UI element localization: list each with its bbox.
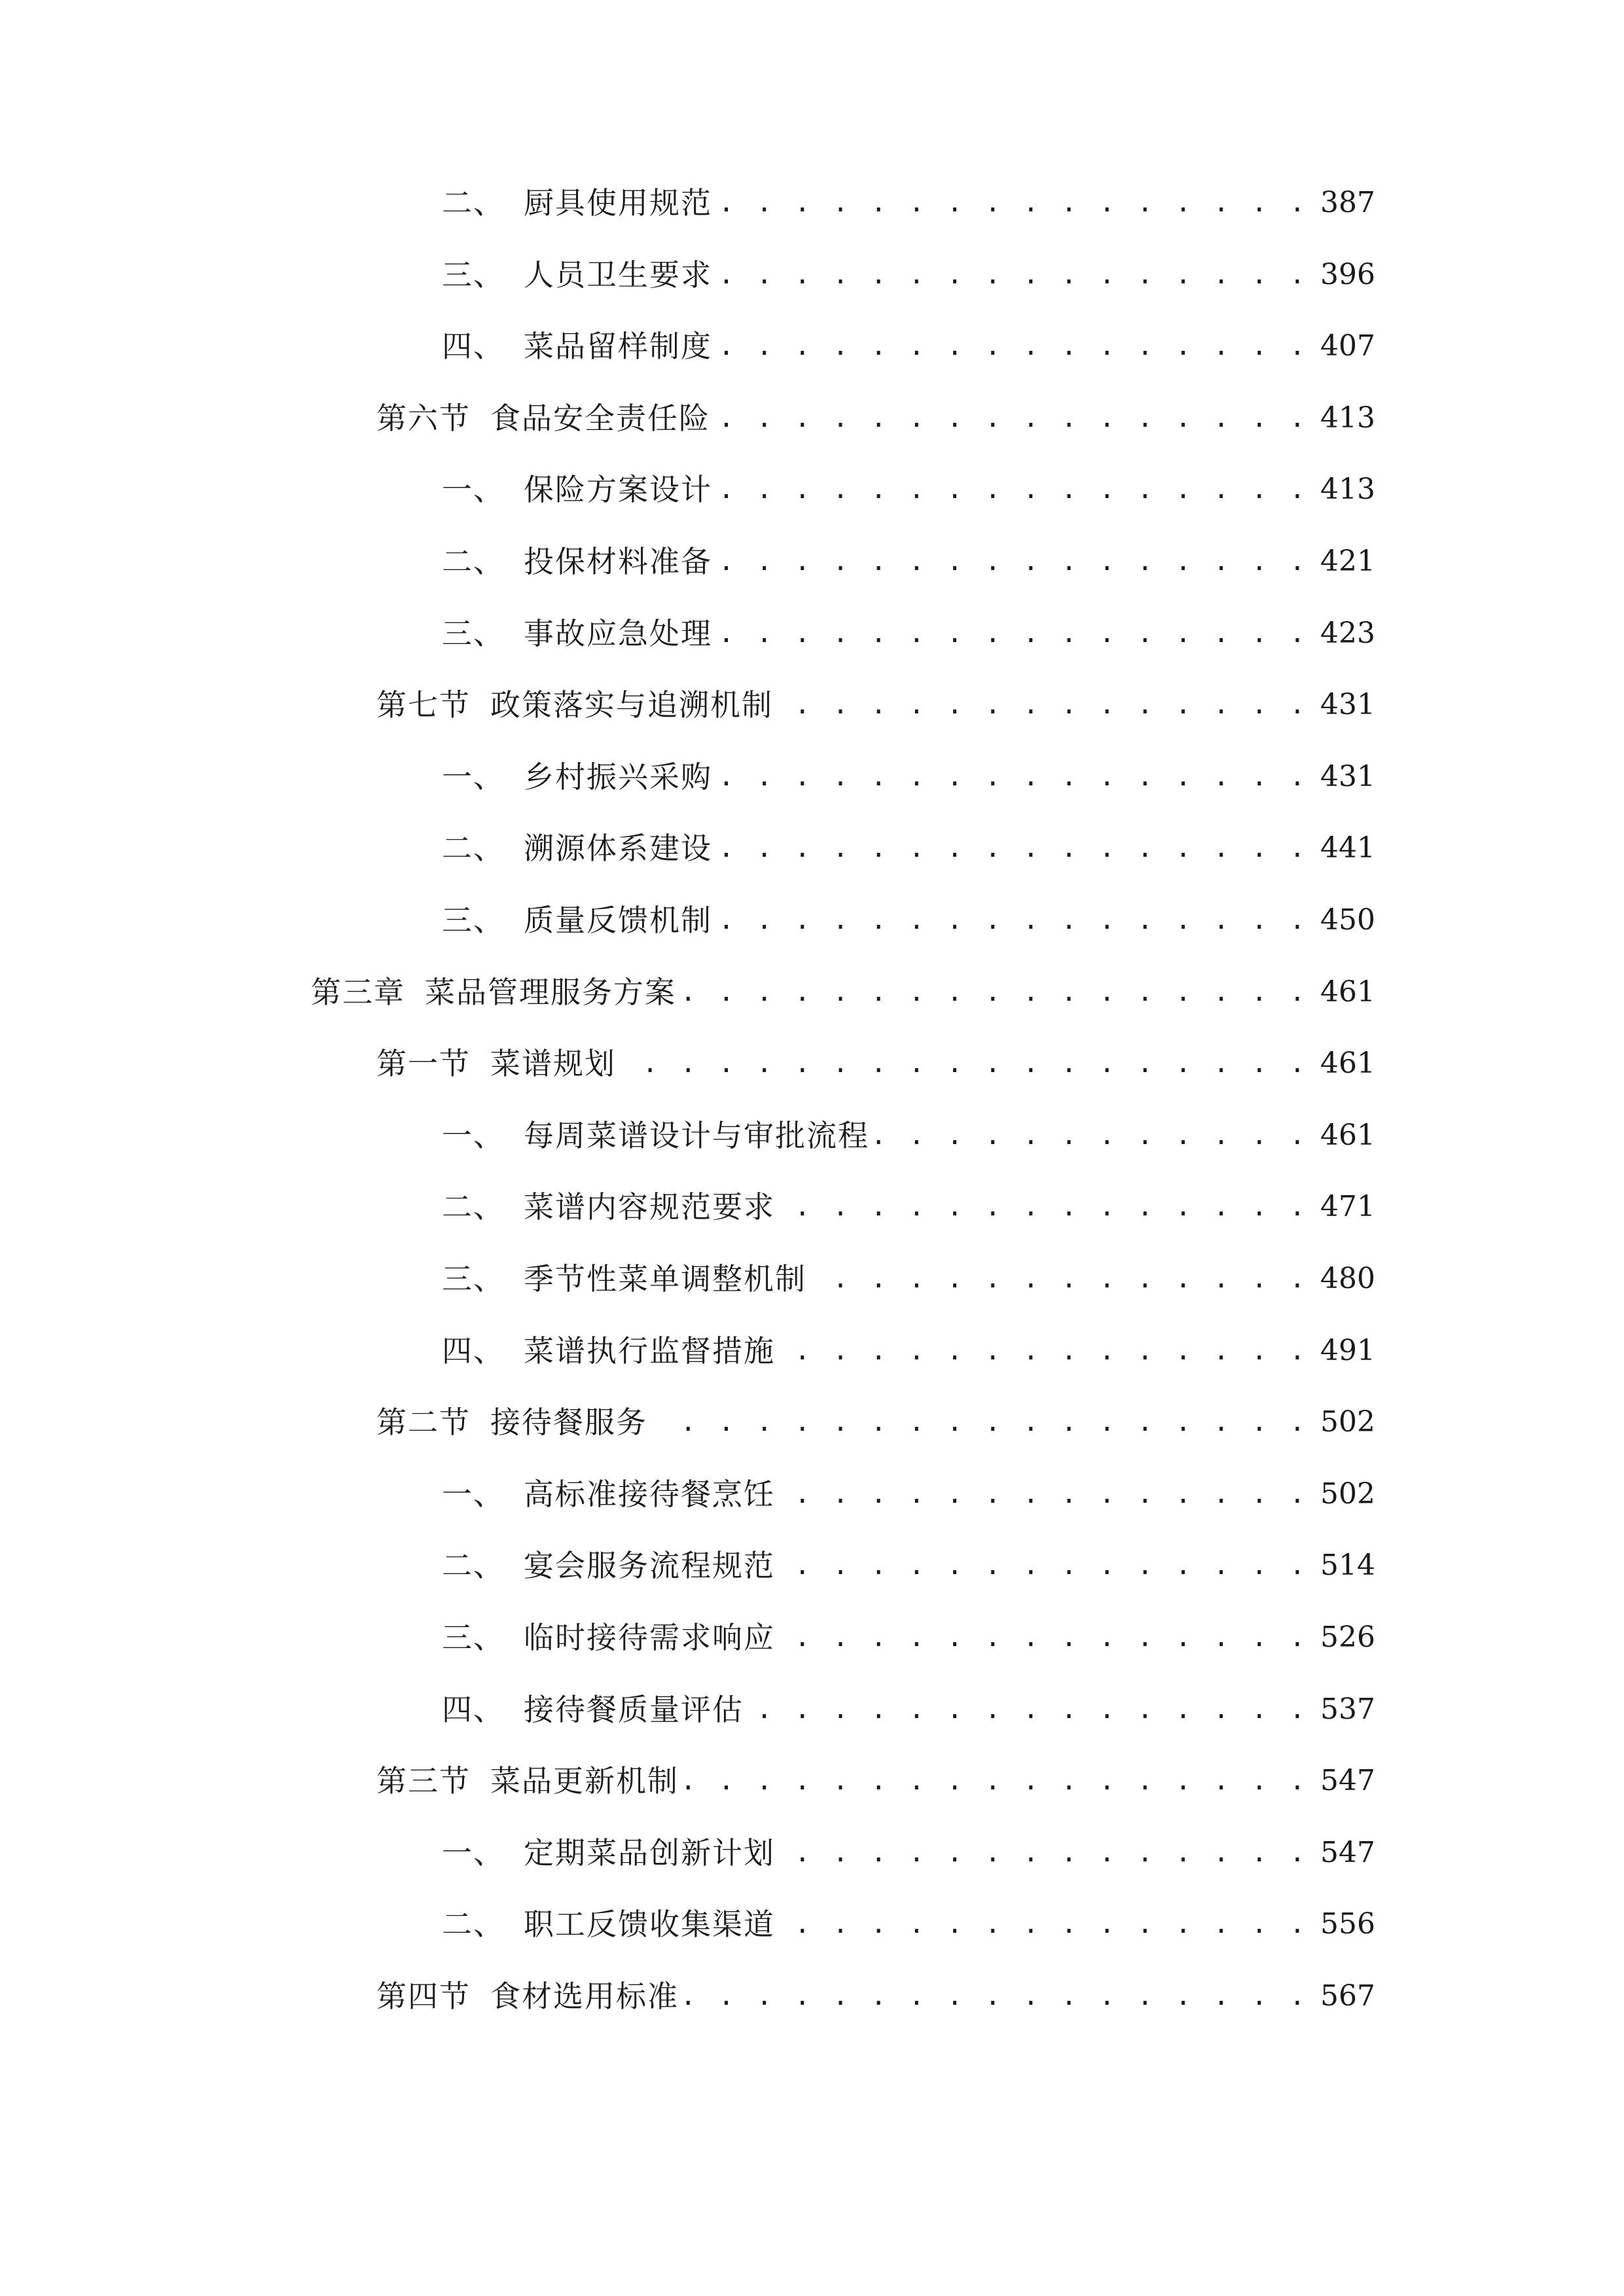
toc-entry-number: 二、 <box>442 831 505 866</box>
toc-entry-number: 一、 <box>442 759 505 795</box>
toc-entry-title: 季节性菜单调整机制 <box>524 1261 806 1297</box>
toc-entry-number: 第七节 <box>376 687 471 723</box>
toc-entry-page-number: 461 <box>1320 1119 1375 1152</box>
toc-entry-number: 四、 <box>442 1333 505 1369</box>
toc-entry-number: 一、 <box>442 1477 505 1512</box>
toc-dot-leader <box>780 1827 1308 1879</box>
toc-entry[interactable] <box>442 1539 1375 1592</box>
toc-dot-leader <box>717 894 1308 946</box>
toc-entry-page-number: 567 <box>1320 1979 1375 2013</box>
toc-entry-number: 三、 <box>442 1620 505 1655</box>
toc-entry[interactable] <box>442 1468 1375 1520</box>
toc-entry[interactable] <box>442 894 1375 946</box>
toc-entry-number: 三、 <box>442 616 505 651</box>
toc-entry-page-number: 423 <box>1320 617 1375 650</box>
toc-entry-page-number: 556 <box>1320 1907 1375 1941</box>
toc-entry-title: 厨具使用规范 <box>524 185 712 221</box>
toc-entry-page-number: 461 <box>1320 975 1375 1009</box>
toc-entry-number: 一、 <box>442 1835 505 1871</box>
toc-entry-number: 二、 <box>442 1548 505 1583</box>
toc-entry-number: 第三章 <box>311 975 405 1010</box>
toc-entry-title: 溯源体系建设 <box>524 831 712 866</box>
toc-dot-leader <box>653 1396 1308 1448</box>
toc-entry-page-number: 441 <box>1320 831 1375 865</box>
toc-entry[interactable] <box>442 1898 1375 1950</box>
toc-entry-page-number: 387 <box>1320 186 1375 219</box>
toc-entry-number: 二、 <box>442 185 505 221</box>
toc-entry[interactable] <box>442 1181 1375 1233</box>
toc-entry-page-number: 537 <box>1320 1693 1375 1726</box>
toc-entry-number: 第四节 <box>376 1979 471 2014</box>
toc-entry-page-number: 450 <box>1320 903 1375 937</box>
toc-dot-leader <box>812 1253 1308 1305</box>
toc-entry[interactable] <box>376 1755 1375 1807</box>
toc-entry-title: 食材选用标准 <box>490 1979 679 2014</box>
toc-entry-number: 四、 <box>442 1692 505 1727</box>
toc-dot-leader <box>621 1037 1308 1090</box>
toc-entry-number: 三、 <box>442 1261 505 1297</box>
toc-entry-number: 三、 <box>442 257 505 293</box>
toc-entry-title: 投保材料准备 <box>524 544 712 579</box>
toc-dot-leader <box>875 1109 1308 1162</box>
toc-entry[interactable] <box>442 1827 1375 1879</box>
toc-entry-page-number: 502 <box>1320 1477 1375 1511</box>
toc-entry-title: 人员卫生要求 <box>524 257 712 293</box>
toc-entry-title: 质量反馈机制 <box>524 903 712 938</box>
toc-entry[interactable] <box>376 1037 1375 1090</box>
toc-dot-leader <box>717 249 1308 301</box>
toc-entry-title: 菜品管理服务方案 <box>425 975 676 1010</box>
toc-entry-page-number: 421 <box>1320 545 1375 578</box>
toc-entry[interactable] <box>442 535 1375 588</box>
toc-entry-page-number: 407 <box>1320 329 1375 363</box>
toc-entry[interactable] <box>442 177 1375 229</box>
toc-entry-title: 职工反馈收集渠道 <box>524 1907 775 1942</box>
toc-entry-page-number: 526 <box>1320 1621 1375 1654</box>
toc-entry-title: 菜谱执行监督措施 <box>524 1333 775 1369</box>
toc-entry[interactable] <box>442 1253 1375 1305</box>
toc-entry-title: 接待餐质量评估 <box>524 1692 744 1727</box>
toc-entry[interactable] <box>376 1970 1375 2022</box>
toc-entry-title: 事故应急处理 <box>524 616 712 651</box>
toc-entry-title: 菜谱内容规范要求 <box>524 1189 775 1225</box>
toc-entry-number: 一、 <box>442 1118 505 1153</box>
toc-entry-page-number: 547 <box>1320 1764 1375 1797</box>
toc-entry-page-number: 413 <box>1320 473 1375 506</box>
toc-entry[interactable] <box>442 1611 1375 1664</box>
toc-dot-leader <box>684 1755 1308 1807</box>
toc-dot-leader <box>717 822 1308 874</box>
toc-entry[interactable] <box>442 751 1375 803</box>
toc-entry-number: 第二节 <box>376 1405 471 1440</box>
toc-entry-title: 菜品留样制度 <box>524 329 712 364</box>
toc-entry-number: 第一节 <box>376 1046 471 1081</box>
toc-entry-title: 菜品更新机制 <box>490 1763 679 1799</box>
toc-entry[interactable] <box>442 249 1375 301</box>
toc-entry-number: 二、 <box>442 544 505 579</box>
toc-entry-number: 第六节 <box>376 401 471 436</box>
toc-entry[interactable] <box>442 607 1375 660</box>
toc-entry-page-number: 480 <box>1320 1262 1375 1295</box>
toc-entry-title: 保险方案设计 <box>524 472 712 507</box>
toc-entry-number: 四、 <box>442 329 505 364</box>
toc-entry-title: 政策落实与追溯机制 <box>490 687 773 723</box>
toc-dot-leader <box>681 966 1308 1018</box>
toc-entry-page-number: 491 <box>1320 1334 1375 1367</box>
toc-entry-number: 第三节 <box>376 1763 471 1799</box>
toc-entry[interactable] <box>376 679 1375 731</box>
toc-entry-title: 菜谱规划 <box>490 1046 616 1081</box>
toc-entry[interactable] <box>442 1109 1375 1162</box>
toc-entry-number: 三、 <box>442 903 505 938</box>
toc-dot-leader <box>780 1181 1308 1233</box>
toc-entry-title: 乡村振兴采购 <box>524 759 712 795</box>
toc-entry[interactable] <box>442 320 1375 372</box>
toc-dot-leader <box>717 535 1308 588</box>
toc-dot-leader <box>780 1468 1308 1520</box>
toc-entry-page-number: 431 <box>1320 688 1375 721</box>
toc-entry[interactable] <box>442 1683 1375 1736</box>
toc-entry-page-number: 514 <box>1320 1549 1375 1582</box>
toc-dot-leader <box>780 1539 1308 1592</box>
toc-entry-page-number: 502 <box>1320 1405 1375 1439</box>
toc-entry-title: 每周菜谱设计与审批流程 <box>524 1118 869 1153</box>
toc-entry[interactable] <box>442 463 1375 516</box>
toc-entry-page-number: 547 <box>1320 1836 1375 1869</box>
toc-dot-leader <box>717 463 1308 516</box>
toc-entry-number: 一、 <box>442 472 505 507</box>
toc-dot-leader <box>717 320 1308 372</box>
toc-entry-title: 临时接待需求响应 <box>524 1620 775 1655</box>
toc-entry-title: 宴会服务流程规范 <box>524 1548 775 1583</box>
toc-entry[interactable] <box>376 392 1375 444</box>
toc-entry[interactable] <box>442 822 1375 874</box>
toc-dot-leader <box>717 607 1308 660</box>
toc-dot-leader <box>717 177 1308 229</box>
toc-entry-number: 二、 <box>442 1189 505 1225</box>
toc-entry-number: 二、 <box>442 1907 505 1942</box>
toc-dot-leader <box>715 392 1308 444</box>
toc-dot-leader <box>780 1611 1308 1664</box>
toc-dot-leader <box>717 751 1308 803</box>
toc-entry[interactable] <box>442 1325 1375 1377</box>
toc-entry-title: 接待餐服务 <box>490 1405 647 1440</box>
toc-dot-leader <box>749 1683 1308 1736</box>
toc-entry-page-number: 396 <box>1320 258 1375 291</box>
toc-entry-page-number: 471 <box>1320 1190 1375 1223</box>
toc-entry-title: 定期菜品创新计划 <box>524 1835 775 1871</box>
toc-dot-leader <box>780 1325 1308 1377</box>
toc-entry-page-number: 461 <box>1320 1047 1375 1080</box>
toc-entry-page-number: 413 <box>1320 401 1375 435</box>
toc-dot-leader <box>780 1898 1308 1950</box>
toc-entry[interactable] <box>376 1396 1375 1448</box>
toc-entry-title: 食品安全责任险 <box>490 401 710 436</box>
toc-entry-page-number: 431 <box>1320 760 1375 793</box>
toc-dot-leader <box>684 1970 1308 2022</box>
toc-entry[interactable] <box>311 966 1375 1018</box>
toc-dot-leader <box>778 679 1308 731</box>
toc-entry-title: 高标准接待餐烹饪 <box>524 1477 775 1512</box>
